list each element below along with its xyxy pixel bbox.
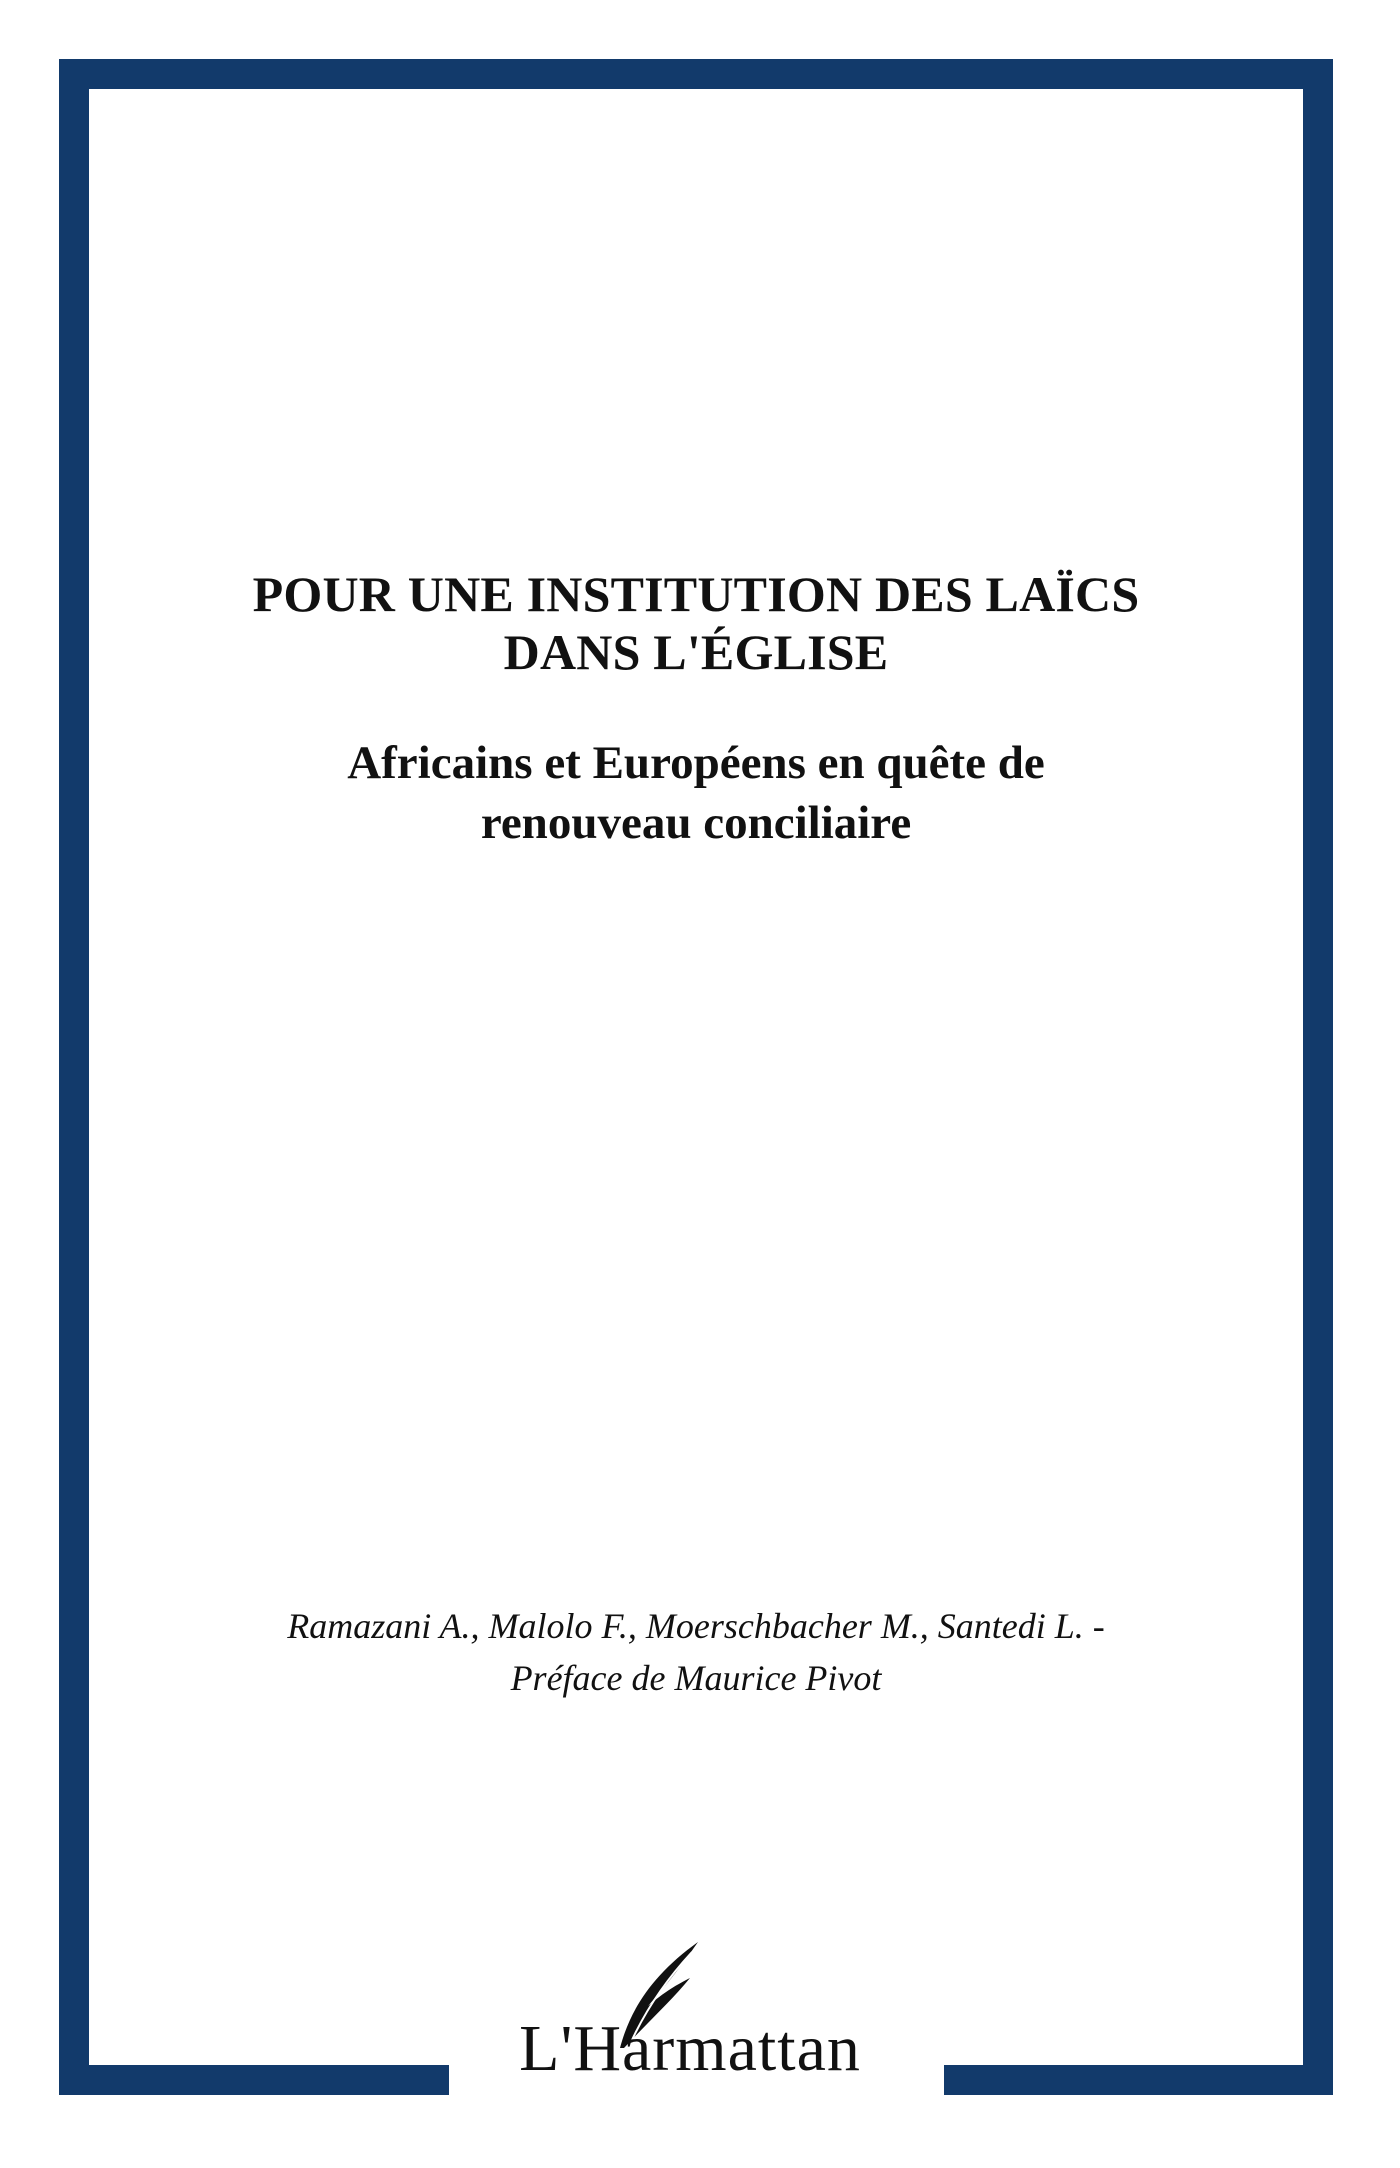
frame-bottom-left-border: [59, 2065, 449, 2095]
frame-bottom-right-border: [944, 2065, 1333, 2095]
frame-left-border: [59, 59, 89, 2095]
book-title-line1: POUR UNE INSTITUTION DES LAÏCS: [252, 566, 1140, 622]
book-title-line2: DANS L'ÉGLISE: [503, 624, 889, 680]
frame-top-border: [59, 59, 1333, 89]
frame-right-border: [1303, 59, 1333, 2095]
book-authors: [100, 1600, 1292, 1704]
publisher-logo: [470, 1940, 910, 2100]
book-subtitle: [100, 733, 1292, 853]
book-authors-line1: Ramazani A., Malolo F., Moerschbacher M., Santedi L. -: [287, 1606, 1105, 1646]
book-subtitle-line1: Africains et Européens en quête de: [347, 737, 1045, 789]
book-subtitle-line2: renouveau conciliaire: [480, 797, 912, 849]
book-authors-line2: Préface de Maurice Pivot: [510, 1658, 882, 1698]
publisher-name: L'Harmattan: [519, 2012, 861, 2085]
book-title: [100, 565, 1292, 681]
